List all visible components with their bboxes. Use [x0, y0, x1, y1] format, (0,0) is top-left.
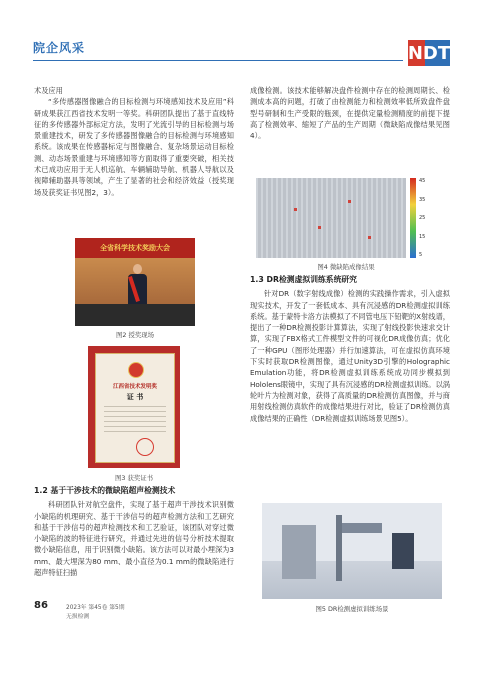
ceremony-banner [75, 238, 195, 258]
figure-2-caption: 图2 授奖现场 [115, 331, 155, 339]
section-1-2-heading: 1.2 基于干涉技术的微缺陷超声检测技术 [34, 486, 176, 495]
person-head [133, 264, 142, 274]
defect-point [348, 200, 351, 203]
journal-logo [408, 40, 450, 66]
paragraph-imaging: 成像检测。该技术能够解决盘件检测中存在的检测周期长、检测成本高的问题，打破了由检测能力和检测效率低所致盘件盘型号研制和生产受限的瓶颈，在提供定量检测精度的前提下提高了检测效率、缩短了产品的生产周期（微缺陷成像结果见图4）。 [250, 86, 450, 141]
left-column-lower [34, 483, 234, 578]
certificate-text-lines [104, 406, 166, 436]
journal-name: 无损检测 [66, 614, 90, 620]
certificate-inner [95, 353, 175, 463]
defect-point [368, 236, 371, 239]
certificate-title: 江西省技术发明奖 [112, 384, 157, 390]
colorbar-tick: 15 [419, 233, 426, 240]
award-ceremony-photo [75, 238, 195, 326]
figure-4-caption: 图4 微缺陷成像结果 [317, 263, 375, 271]
section-1-3-heading: 1.3 DR检测虚拟训练系统研究 [250, 275, 357, 284]
national-emblem-icon [128, 362, 144, 378]
section-title: 院企风采 [33, 41, 86, 55]
figure-3-caption: 图3 获奖证书 [114, 474, 154, 482]
award-certificate [88, 346, 180, 468]
certificate-word: 证 书 [126, 393, 144, 401]
paragraph-award: “多传感器图像融合的目标检测与环境感知技术及应用”科研成果获江西省技术发明一等奖。科研团队提出了基于直线特征的多传感器外部标定方法，发明了光流引导的目标检测与场景重建技术，研发了多传感器图像融合的目标检测与环境感知系统。该成果在传感器标定与图像融合、复杂场景运动目标检测、动态场景重建与环境感知等方面取得了重要突破，相关技术已成功应用于无人机巡航、车辆辅助导航、机器人导航以及视障辅助器具等领域，产生了显著的社会和经济效益（授奖现场及获奖证书见图2，3）。 [34, 97, 234, 197]
defect-imaging-result [256, 178, 406, 258]
colorbar-tick: 25 [419, 215, 426, 221]
header-rule [33, 60, 403, 61]
paragraph-continued: 术及应用 [34, 86, 63, 95]
colorbar-labels [419, 178, 439, 258]
xray-source [342, 523, 382, 533]
certificate-seal-icon [136, 438, 154, 456]
page-number: 86 [34, 600, 48, 611]
right-column [250, 85, 450, 141]
paragraph-dr-training: 针对DR（数字射线成像）检测的实践操作需求，引入虚拟现实技术，开发了一套低成本、具有沉浸感的DR检测虚拟训练系统。基于蒙特卡洛方法模拟了不同管电压下铅靶的X射线谱，提出了一种DR检测投影计算算法，实现了射线投影快速求交计算，实现了FBX格式工件模型文件的可视化DR成像仿真；优化了一种GPU（图形处理器）并行加速算法，可在虚拟仿真环境下实时获取DR检测图像，通过Unity3D引擎的Holographic Emulation功能，将DR检测虚拟训练系统成功同步模拟到Hololens眼镜中，实现了具有沉浸感的DR检测虚拟训练。以涡轮叶片为检测对象，获得了高质量的DR检测仿真图像，并与商用射线检测仿真软件的成像结果进行对比，验证了DR检测仿真成像结果的正确性（DR检测虚拟训练场景见图5）。 [250, 289, 450, 423]
scene-cabinet [282, 525, 316, 579]
colorbar-tick: 5 [419, 252, 423, 258]
defect-point [294, 208, 297, 211]
scan-texture [256, 178, 406, 258]
defect-point [318, 226, 321, 229]
issue-info: 2023年 第45卷 第5期 [66, 605, 125, 611]
detector-panel [392, 533, 414, 569]
left-column [34, 85, 234, 198]
figure-5-caption: 图5 DR检测虚拟训练场景 [315, 605, 389, 613]
colorbar [410, 178, 416, 258]
colorbar-tick: 35 [419, 196, 426, 203]
logo-text: NDT [407, 42, 451, 64]
banner-text: 全省科学技术奖励大会 [100, 244, 170, 252]
colorbar-tick: 45 [419, 178, 426, 184]
paragraph-ultrasonic: 科研团队针对航空盘件，实现了基于超声干涉技术识别微小缺陷的机理研究、基于干涉信号的超声检测方法和工艺研究和基于干涉信号的超声检测技术和工艺验证，该团队对穿过微小缺陷的波的特征进行研究，并通过先进的信号分析技术提取微小缺陷信息，用于识别微小缺陷。该方法可以对最小埋深为3 mm、最大埋深为80 mm、最小直径为0.1 mm的微缺陷进行超声特征扫描 [34, 500, 234, 578]
right-column-lower [250, 272, 450, 424]
dr-virtual-training-scene [262, 503, 442, 599]
award-table [75, 304, 195, 326]
